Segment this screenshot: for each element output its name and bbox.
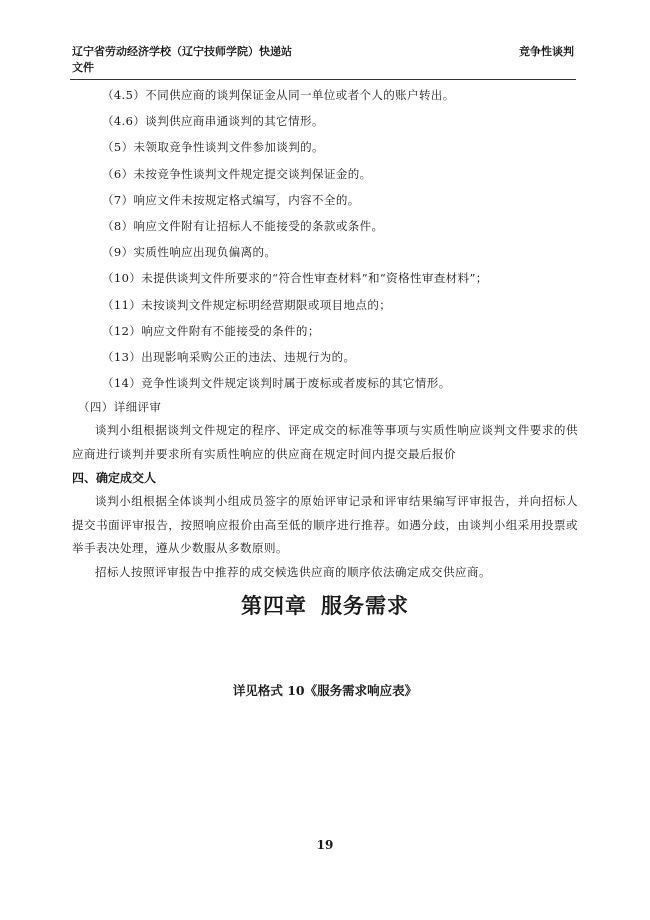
list-item: （11）未按谈判文件规定标明经营期限或项目地点的； [102,297,392,312]
paragraph-negotiation: 谈判小组根据谈判文件规定的程序、评定成交的标准等事项与实质性响应谈判文件要求的供应商进行谈判并要求所有实质性响应的供应商在规定时间内提交最后报价 [72,423,578,461]
section-heading-award: 四、确定成交人 [72,471,157,486]
list-item: （14）竞争性谈判文件规定谈判时属于废标或者废标的其它情形。 [102,376,451,391]
chapter-number: 第四章 [241,593,307,618]
chapter-name: 服务需求 [321,593,409,618]
header-left-line1: 辽宁省劳动经济学校（辽宁技师学院）快递站 [72,45,292,58]
list-item: （13）出现影响采购公正的违法、违规行为的。 [102,350,356,365]
page-number: 19 [316,838,334,852]
document-body [72,82,578,584]
header-divider [70,79,576,80]
sub-heading-detailed-review: （四）详细评审 [78,400,162,415]
list-item: （10）未提供谈判文件所要求的“符合性审查材料”和“资格性审查材料”； [102,271,488,286]
list-item: （8）响应文件附有让招标人不能接受的条款或条件。 [102,219,384,234]
list-item: （5）未领取竞争性谈判文件参加谈判的。 [102,140,324,155]
list-item: （9）实质性响应出现负偏离的。 [102,245,277,260]
paragraph-award: 招标人按照评审报告中推荐的成交候选供应商的顺序依法确定成交供应商。 [95,564,491,579]
paragraph-review-report: 谈判小组根据全体谈判小组成员签字的原始评审记录和评审结果编写评审报告，并向招标人提交书面评审报告，按照响应报价由高至低的顺序进行推荐。如遇分歧，由谈判小组采用投票或举手表决处理，遵从少数服从多数原则。 [72,494,578,556]
list-item: （12）响应文件附有不能接受的条件的； [102,323,320,338]
header-left-line2: 文件 [72,61,94,74]
header-right: 竞争性谈判 [519,45,574,58]
list-item: （7）响应文件未按规定格式编写，内容不全的。 [102,192,360,207]
header-left [72,44,372,76]
reference-note: 详见格式 10《服务需求响应表》 [232,683,418,698]
list-item: （6）未按竞争性谈判文件规定提交谈判保证金的。 [102,166,372,181]
list-item: （4.5）不同供应商的谈判保证金从同一单位或者个人的账户转出。 [102,88,455,102]
list-item: （4.6）谈判供应商串通谈判的其它情形。 [102,114,324,129]
chapter-title [0,590,650,620]
